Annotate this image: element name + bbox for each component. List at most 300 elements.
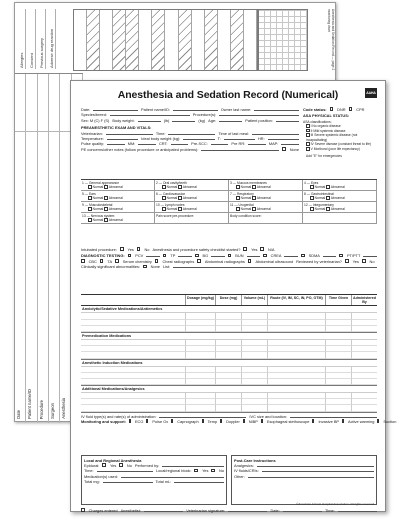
exam-system-options (304, 196, 375, 201)
asa-item[interactable] (306, 133, 377, 142)
time-label: Time: (84, 468, 94, 474)
ivc-label: IVC size and location: (249, 413, 288, 419)
table-cell[interactable] (267, 352, 325, 358)
table-cell[interactable] (185, 379, 215, 385)
table-cell[interactable] (185, 405, 215, 411)
copyright-text: ©American Animal Hospital Association. All rights reserved. (296, 502, 375, 506)
column-header: Volume (mL) (241, 295, 267, 305)
back-side-label: Adverse drug reaction (48, 9, 56, 69)
asa-item-label: I No organic disease (310, 124, 341, 129)
normal-checkbox[interactable] (310, 185, 314, 189)
normal-label: Normal (240, 196, 252, 201)
diagnostic-checkbox[interactable] (100, 259, 104, 263)
table-cell[interactable] (215, 379, 241, 385)
asa-item-label: II Mild systemic disease (310, 129, 346, 134)
pulse-field[interactable] (107, 141, 125, 145)
abnormal-label: Abnormal (182, 196, 197, 201)
block-time-field[interactable] (97, 468, 153, 472)
resp-label: Pre RR: (231, 141, 246, 147)
abnormal-checkbox[interactable] (178, 207, 182, 211)
footer-time-field[interactable] (338, 508, 377, 512)
grid-column (205, 10, 218, 70)
back-side-text: Anesthesia and Sedation Record — page 2 monitoring chart (327, 9, 335, 71)
normal-checkbox[interactable] (162, 185, 166, 189)
safety-na-checkbox[interactable] (260, 247, 264, 251)
other-field[interactable] (248, 474, 374, 478)
monitoring-checkbox[interactable] (146, 419, 148, 423)
exam-system-cell (229, 191, 303, 202)
no-label: No (126, 462, 132, 468)
exam-system-cell (229, 202, 303, 213)
map-field[interactable] (281, 141, 299, 145)
na-label: N/A (268, 247, 275, 252)
asa-title: ASA PHYSICAL STATUS: (303, 113, 350, 119)
normal-checkbox[interactable] (88, 185, 92, 189)
vet-label: Veterinarian: (81, 130, 103, 136)
back-column (26, 74, 37, 423)
exam-system-options (156, 207, 227, 212)
exam-system-label: 10 — Lymph nodes (156, 202, 185, 207)
cpr-checkbox[interactable] (349, 107, 353, 111)
procedures-label: Procedure(s): (192, 112, 217, 118)
table-cell[interactable] (267, 405, 325, 411)
normal-checkbox[interactable] (236, 207, 240, 211)
charges-label: Charges entered (88, 508, 118, 513)
back-cell (49, 74, 59, 132)
normal-checkbox[interactable] (310, 196, 314, 200)
asa-checkbox[interactable] (306, 124, 310, 128)
abnormal-checkbox[interactable] (252, 185, 256, 189)
grid-column (152, 10, 165, 70)
diagnostic-checkbox[interactable] (115, 259, 119, 263)
back-side-label: Previous surgery (38, 9, 46, 69)
epidural-yes-checkbox[interactable] (102, 463, 106, 467)
asa-subtitle: ASA classifications: (303, 119, 332, 124)
table-cell[interactable] (215, 326, 241, 332)
asa-item-label: V Moribund (poor life expectancy) (310, 147, 360, 152)
monitoring-label: Monitoring and support: (81, 419, 126, 425)
time-field[interactable] (168, 131, 215, 135)
diagnostic-value-field[interactable] (247, 253, 261, 257)
back-column (38, 74, 49, 423)
normal-checkbox[interactable] (88, 196, 92, 200)
exam-system-options (82, 207, 153, 212)
normal-checkbox[interactable] (236, 196, 240, 200)
species-field[interactable] (110, 112, 190, 116)
med-used-field[interactable] (121, 474, 224, 478)
diagnostic-checkbox[interactable] (163, 254, 167, 258)
table-cell[interactable] (241, 326, 267, 332)
charges-checkbox[interactable] (81, 508, 85, 512)
dnr-label: DNR (337, 107, 346, 112)
total-ml-field[interactable] (174, 479, 224, 483)
abnormal-checkbox[interactable] (104, 196, 108, 200)
weight-kg-field[interactable] (172, 118, 195, 122)
none-label: None (150, 264, 160, 270)
diagnostic-checkbox[interactable] (263, 254, 267, 258)
hr-field[interactable] (268, 136, 299, 140)
monitoring-checkbox[interactable] (261, 419, 263, 423)
post-care-box (231, 455, 377, 505)
intubated-no-checkbox[interactable] (137, 247, 141, 251)
ivc-field[interactable] (290, 414, 377, 418)
abnormal-checkbox[interactable] (178, 196, 182, 200)
table-cell[interactable] (351, 405, 377, 411)
grid-column (218, 10, 231, 70)
sex-label: Sex: M (C) F (S) (81, 117, 110, 123)
diagnostic-value-field[interactable] (146, 253, 160, 257)
diagnostic-test-label: Chest radiographs (162, 258, 195, 264)
exam-system-cell (155, 191, 229, 202)
back-cell (38, 74, 48, 132)
column-header: Dosage (mg/kg) (185, 295, 215, 305)
abnormal-checkbox[interactable] (252, 196, 256, 200)
age-field[interactable] (219, 118, 242, 122)
monitoring-option-label: Temp (207, 419, 218, 425)
weight-unit-kg: (kg) (198, 117, 206, 123)
asa-checkbox[interactable] (306, 129, 310, 133)
mm-field[interactable] (138, 141, 156, 145)
table-cell[interactable] (351, 326, 377, 332)
safety-yes-checkbox[interactable] (243, 247, 247, 251)
monitoring-checkbox[interactable] (243, 419, 245, 423)
asa-checkbox[interactable] (306, 142, 310, 146)
other-row (234, 474, 374, 479)
t-label: T: (217, 136, 221, 142)
table-cell[interactable] (241, 352, 267, 358)
diagnostic-value-field[interactable] (323, 253, 337, 257)
table-cell[interactable] (325, 352, 351, 358)
table-cell[interactable] (81, 326, 185, 332)
table-cell[interactable] (185, 352, 215, 358)
table-cell[interactable] (241, 405, 267, 411)
table-cell[interactable] (185, 326, 215, 332)
asa-emergency-note: Add "E" for emergencies (306, 153, 342, 158)
analgesics-label: Analgesics: (234, 462, 254, 468)
position-label: Patient position: (245, 117, 273, 123)
exam-system-options (230, 207, 301, 212)
grid-column (192, 10, 205, 70)
iv-fluid-field[interactable] (159, 414, 246, 418)
normal-label: Normal (166, 196, 178, 201)
exam-system-label: 3 — Mucous membranes (230, 180, 267, 185)
diagnostic-checkbox[interactable] (301, 254, 305, 258)
exam-system-options (304, 185, 375, 190)
diagnostic-test-label: CREA (270, 253, 282, 259)
normal-checkbox[interactable] (310, 207, 314, 211)
yes-label: Yes (251, 247, 258, 252)
anesthetist-label: Anesthetist: (120, 508, 141, 513)
table-cell[interactable] (81, 379, 185, 385)
pain-field[interactable] (211, 141, 229, 145)
clinical-none-checkbox[interactable] (143, 265, 147, 269)
signature-row (81, 508, 377, 513)
exam-system-label: 7 — Respiratory (230, 191, 254, 196)
abnormal-label: Abnormal (330, 196, 345, 201)
asa-checkbox[interactable] (306, 133, 310, 137)
exam-system-cell (229, 213, 303, 224)
diagnostic-checkbox[interactable] (248, 259, 252, 263)
back-column-label: Date (16, 410, 21, 419)
block-yes-checkbox[interactable] (194, 469, 198, 473)
code-status-column (303, 107, 377, 158)
abnormal-label: Abnormal (182, 185, 197, 190)
no-label: No (144, 247, 150, 252)
position-field[interactable] (276, 118, 299, 122)
monitoring-option-label: ECG (134, 419, 144, 425)
exam-system-options (230, 185, 301, 190)
temp-field[interactable] (107, 136, 138, 140)
back-column-label: Anesthesia (61, 398, 67, 419)
exam-system-options (82, 196, 153, 201)
crt-field[interactable] (171, 141, 189, 145)
monitoring-checkbox[interactable] (171, 419, 173, 423)
epidural-no-checkbox[interactable] (119, 463, 123, 467)
exam-system-cell (303, 180, 377, 191)
exam-system-label: 13 — Nervous system (82, 213, 115, 218)
medication-rows (81, 313, 377, 332)
asa-item[interactable] (306, 147, 377, 152)
performed-field[interactable] (162, 463, 224, 467)
medication-section (81, 306, 377, 333)
ideal-weight-field[interactable] (183, 136, 214, 140)
exam-system-options (156, 196, 227, 201)
table-cell[interactable] (351, 379, 377, 385)
owner-label: Owner last name: (220, 107, 252, 112)
diagnostic-checkbox[interactable] (155, 259, 159, 263)
monitoring-checkbox[interactable] (220, 419, 222, 423)
diagnostic-test-label: No (369, 258, 375, 264)
pulse-label: Pulse quality: (81, 141, 105, 147)
back-side-label: Allergies (18, 9, 26, 69)
diagnostic-test-label: Abdominal radiographs (204, 258, 245, 264)
patient-field[interactable] (173, 107, 218, 111)
normal-label: Normal (92, 196, 104, 201)
monitoring-option-label: Doppler (226, 419, 240, 425)
anesthetist-field[interactable] (144, 508, 183, 512)
monitoring-checkbox[interactable] (312, 419, 314, 423)
monitoring-option-label: NIBP (248, 419, 258, 425)
diagnostic-value-field[interactable] (211, 253, 225, 257)
grid-column (244, 10, 257, 70)
t-field[interactable] (224, 136, 255, 140)
abnormal-checkbox[interactable] (104, 185, 108, 189)
abnormal-checkbox[interactable] (326, 207, 330, 211)
normal-label: Normal (166, 185, 178, 190)
weight-field[interactable] (138, 118, 161, 122)
monitoring-checkbox[interactable] (377, 419, 379, 423)
back-cell (26, 74, 36, 132)
checklist-section (81, 247, 377, 270)
abnormal-label: Abnormal (182, 207, 197, 212)
med-used-label: Medication(s) used: (84, 473, 118, 479)
exam-system-label: Pain score pre-procedure: (156, 213, 195, 218)
monitoring-row (81, 419, 397, 425)
medication-section (81, 333, 377, 360)
exam-system-options (82, 185, 153, 190)
back-side-label: Consent (28, 9, 36, 69)
diagnostic-value-field[interactable] (178, 253, 192, 257)
performed-label: Performed by: (134, 462, 160, 468)
back-monitoring-grid (73, 9, 258, 71)
monitoring-checkbox[interactable] (202, 419, 204, 423)
table-cell[interactable] (325, 379, 351, 385)
exam-systems-grid (81, 179, 377, 224)
procedures-field[interactable] (219, 112, 299, 116)
intubated-yes-checkbox[interactable] (120, 247, 124, 251)
post-care-title: Post-Care Instructions (234, 457, 276, 463)
diagnostic-value-field[interactable] (363, 253, 377, 257)
table-cell[interactable] (215, 352, 241, 358)
vet-field[interactable] (106, 131, 153, 135)
column-header: Administered By (351, 295, 377, 305)
diagnostic-checkbox[interactable] (128, 254, 132, 258)
owner-field[interactable] (254, 107, 299, 111)
column-header (81, 295, 185, 305)
abnormal-label: Abnormal (108, 207, 123, 212)
front-sheet (70, 80, 397, 513)
clinical-list-field[interactable] (173, 264, 377, 268)
exam-system-cell (303, 213, 377, 224)
section-label: Anxiolytic/Sedative Medications/Antiemetics (81, 306, 377, 313)
exam-system-options (230, 196, 301, 201)
diagnostic-test-label: BUN (235, 253, 244, 259)
grid-column (74, 10, 87, 70)
exam-system-cell (155, 202, 229, 213)
asa-checkbox[interactable] (306, 147, 310, 151)
abnormal-checkbox[interactable] (326, 196, 330, 200)
vet-signature-field[interactable] (228, 508, 267, 512)
abnormal-label: Abnormal (108, 218, 123, 223)
epidural-label: Epidural: (84, 462, 100, 468)
table-cell[interactable] (215, 405, 241, 411)
local-regional-box (81, 455, 227, 505)
medication-section (81, 360, 377, 387)
abnormal-checkbox[interactable] (104, 218, 108, 222)
table-cell[interactable] (81, 405, 185, 411)
age-label: Age: (208, 117, 217, 123)
preanesthetic-title: PREANESTHETIC EXAM AND VITALS: (81, 125, 152, 131)
intubated-label: Intubated procedure: (81, 247, 117, 252)
no-label: No (219, 468, 224, 474)
table-cell[interactable] (325, 405, 351, 411)
exam-system-label: 1 — General appearance (82, 180, 120, 185)
total-ml-label: Total mL: (155, 479, 172, 485)
diagnostic-checkbox[interactable] (197, 259, 201, 263)
safety-label: Anesthesia and procedure safety checklist started? (152, 247, 241, 252)
column-header: Route (IV, IM, SC, IN, PO, OTM) (267, 295, 325, 305)
none-checkbox[interactable] (282, 147, 286, 151)
weight-label: Body weight: (112, 117, 135, 123)
abnormal-checkbox[interactable] (252, 207, 256, 211)
exam-system-cell (81, 202, 155, 213)
medications-table-header (81, 294, 377, 306)
local-block-label: Local/regional block: (155, 468, 192, 474)
abnormal-checkbox[interactable] (104, 207, 108, 211)
map-label: MAP: (268, 141, 279, 147)
resp-field[interactable] (248, 141, 266, 145)
totals-row (84, 479, 224, 484)
normal-label: Normal (314, 185, 326, 190)
grid-column (165, 10, 178, 70)
normal-checkbox[interactable] (162, 196, 166, 200)
section-label: Additional Medications/Analgesics (81, 386, 377, 393)
patient-info-column (81, 107, 299, 152)
table-cell[interactable] (351, 352, 377, 358)
diagnostic-test-label: PCV (135, 253, 144, 259)
date-field[interactable] (93, 107, 138, 111)
sex-weight-row (81, 118, 299, 123)
iv-fluid-label: IV fluid type(s) and rate(s) of administration: (81, 413, 157, 419)
diagnostic-checkbox[interactable] (228, 254, 232, 258)
temp-label: Temperature: (81, 136, 104, 142)
concerns-field[interactable] (201, 147, 279, 151)
analgesics-field[interactable] (257, 463, 374, 467)
diagnostic-checkbox[interactable] (195, 254, 199, 258)
grid-column (139, 10, 152, 70)
last-meal-field[interactable] (252, 131, 299, 135)
normal-checkbox[interactable] (236, 185, 240, 189)
normal-checkbox[interactable] (88, 218, 92, 222)
monitoring-checkbox[interactable] (129, 419, 131, 423)
weight-unit-lb: (lb) (163, 117, 170, 123)
table-cell[interactable] (241, 379, 267, 385)
total-mg-field[interactable] (103, 479, 153, 483)
intubated-row (81, 247, 377, 252)
abnormal-label: Abnormal (108, 185, 123, 190)
normal-label: Normal (314, 207, 326, 212)
back-column (15, 74, 26, 423)
patient-label: Patient name/ID: (141, 107, 171, 112)
normal-checkbox[interactable] (162, 207, 166, 211)
exam-system-cell (303, 202, 377, 213)
normal-label: Normal (314, 196, 326, 201)
exam-system-cell (81, 191, 155, 202)
monitoring-option-label: Esophageal stethoscope (266, 419, 310, 425)
normal-checkbox[interactable] (88, 207, 92, 211)
table-cell[interactable] (81, 352, 185, 358)
local-title: Local and Regional Anesthesia (84, 457, 142, 463)
diagnostic-test-label: Reviewed by veterinarian? (296, 258, 342, 264)
abnormal-checkbox[interactable] (326, 185, 330, 189)
exam-system-label: 9 — Musculoskeletal (82, 202, 113, 207)
abnormal-label: Abnormal (330, 207, 345, 212)
medication-rows (81, 393, 377, 412)
crt-label: CRT: (158, 141, 168, 147)
back-column-label: Surgeon (49, 403, 55, 419)
monitoring-option-label: Invasive BP (318, 419, 340, 425)
fluids-field[interactable] (262, 468, 374, 472)
diagnostic-test-label: CBC (88, 258, 97, 264)
footer-date-field[interactable] (283, 508, 322, 512)
species-label: Species/breed: (81, 112, 107, 118)
diagnostic-value-field[interactable] (284, 253, 298, 257)
table-cell[interactable] (325, 326, 351, 332)
monitoring-checkbox[interactable] (342, 419, 344, 423)
diagnostic-checkbox[interactable] (81, 259, 85, 263)
table-cell[interactable] (267, 379, 325, 385)
table-cell[interactable] (267, 326, 325, 332)
diagnostic-checkbox[interactable] (362, 259, 366, 263)
block-no-checkbox[interactable] (211, 469, 215, 473)
diagnostic-checkbox[interactable] (345, 259, 349, 263)
abnormal-checkbox[interactable] (178, 185, 182, 189)
diagnostic-checkbox[interactable] (339, 254, 343, 258)
medication-rows (81, 367, 377, 386)
normal-label: Normal (240, 207, 252, 212)
concerns-row (81, 147, 299, 152)
dnr-checkbox[interactable] (330, 107, 334, 111)
